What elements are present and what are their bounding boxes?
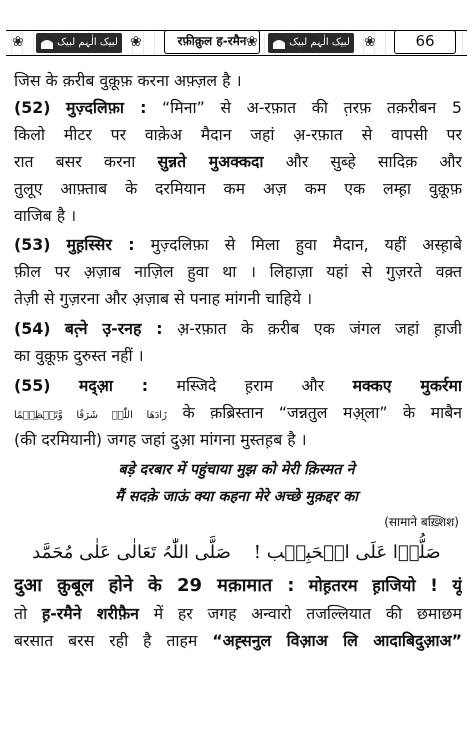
- text-line: [14, 288, 462, 310]
- ornament-icon: ❀: [12, 34, 24, 50]
- poem-text: बड़े दरबार में पहुंचाया मुझ को मेरी क़िस्मत ने: [118, 462, 355, 478]
- page-header: [6, 30, 467, 56]
- text: और सुब्हे सादिक़ और: [285, 152, 462, 171]
- text: जिस के क़रीब वुक़ूफ़ करना अफ़्ज़ल है ।: [14, 71, 242, 90]
- text: (की दरमियानी) जगह जहां दुआ़ मांगना मुस्तह़ब है ।: [14, 430, 307, 449]
- poem-line-1: [0, 460, 473, 480]
- durood-line: [0, 540, 473, 566]
- text-line: [14, 97, 462, 119]
- logo-text: لبیک الٰہم لبیک: [289, 37, 350, 48]
- text-line: [14, 261, 462, 283]
- text-line: [14, 234, 462, 256]
- text-line: [14, 630, 462, 652]
- section-heading: दुआ क़ुबूल होने के 29 मक़ामात :: [14, 575, 295, 596]
- page-number: [394, 30, 456, 54]
- poem-source: [384, 514, 459, 530]
- running-title-text: रफ़ीक़ुल ह-रमैन: [177, 34, 247, 48]
- text: तो: [14, 604, 28, 623]
- text-line: [14, 402, 462, 427]
- text-line: [14, 124, 462, 146]
- text-line: [14, 375, 462, 397]
- ornament-icon: ❀: [130, 34, 142, 50]
- labbaik-logo-left: [36, 33, 122, 53]
- emphasis-text: सुन्नते मुअक्कदा: [157, 152, 264, 171]
- mosque-icon: [40, 37, 54, 49]
- page-number-text: 66: [415, 32, 435, 50]
- text: तेज़ी से गुज़रना और अ़ज़ाब से पनाह मांगनी चाहिये ।: [14, 289, 313, 308]
- text: के क़ब्रिस्तान “जन्नतुल मअ़्ला” के माबैन: [182, 403, 462, 422]
- greeting-text: मोह़तरम ह़ाजियो ! यूं: [308, 576, 462, 595]
- poem-line-2: [0, 487, 473, 507]
- entry-number: (52): [14, 98, 51, 117]
- logo-text: لبیک الٰہم لبیک: [57, 37, 118, 48]
- entry-term: मुह़स्सिर :: [66, 235, 135, 254]
- emphasis-text: “अह़्सनुल विआ़अ लि आदाबिदुआ़अ”: [212, 631, 462, 650]
- text: “मिना” से अ-रफ़ात की त़रफ़ तक़रीबन 5: [162, 98, 462, 117]
- ornament-icon: ❀: [246, 34, 258, 50]
- ornament-icon: ❀: [364, 34, 376, 50]
- entry-term: बत़्ने उ़-रनह :: [64, 319, 163, 338]
- text: अ़-रफ़ात के क़रीब एक जंगल जहां ह़ाजी: [177, 319, 462, 338]
- labbaik-logo-right: [268, 33, 354, 53]
- text: मुज़्दलिफ़ा से मिला हुवा मैदान, यहीं अस्ह़ाबे: [150, 235, 462, 254]
- entry-term: मुज़्दलिफ़ा :: [66, 98, 147, 117]
- text: वाजिब है ।: [14, 206, 77, 225]
- durood-text: صَلُّوۡا عَلَی الۡحَبِیۡب !: [253, 542, 441, 563]
- entry-term: मद्आ़ :: [78, 376, 149, 395]
- text-line: [14, 345, 462, 367]
- entry-number: (55): [14, 376, 51, 395]
- text: में हर जगह अन्वारो तजल्लियात की छमाछम: [153, 604, 462, 623]
- text-line: [14, 318, 462, 340]
- entry-number: (53): [14, 235, 51, 254]
- emphasis-text: मक्कए मुकर्रमा: [352, 376, 462, 395]
- mosque-icon: [272, 37, 286, 49]
- text: फ़ील पर अ़ज़ाब नाज़िल हुवा था । लिहाज़ा यहां से गुज़रते वक़्त: [14, 262, 462, 281]
- entry-number: (54): [14, 319, 51, 338]
- text-line: [14, 429, 462, 451]
- source-text: (सामाने बख़्शिश): [384, 515, 459, 529]
- text: बरसात बरस रही है ताहम: [14, 631, 198, 650]
- text-line: [14, 70, 462, 92]
- text-line: [14, 151, 462, 173]
- durood-text: صَلَّی اللّٰہُ تَعَالٰی عَلٰی مُحَمَّد: [32, 542, 231, 563]
- text-line: [14, 603, 462, 625]
- text: रात बसर करना: [14, 152, 136, 171]
- text: का वुक़ूफ़ दुरुस्त नहीं ।: [14, 346, 144, 365]
- text: मस्जिदे ह़राम और: [176, 376, 325, 395]
- emphasis-text: ह़-रमैने शरीफ़ैन: [41, 604, 139, 623]
- text: किलो मीटर पर वाक़ेअ मैदान जहां अ़-रफ़ात से वापसी पर: [14, 125, 462, 144]
- text: तुलूए आफ़्ताब के दरमियान कम अज़ कम एक लम्ह़ा वुक़ूफ़: [14, 179, 462, 198]
- section-heading-line: [14, 575, 462, 597]
- text-line: [14, 178, 462, 200]
- arabic-honorific: زَادَھَا اللّٰہُ شَرَفًا وَّتَعۡظِیۡمًا: [14, 410, 167, 421]
- text-line: [14, 205, 462, 227]
- poem-text: मैं सदक़े जाऊं क्या कहना मेरे अच्छे मुक़द्दर का: [115, 489, 358, 505]
